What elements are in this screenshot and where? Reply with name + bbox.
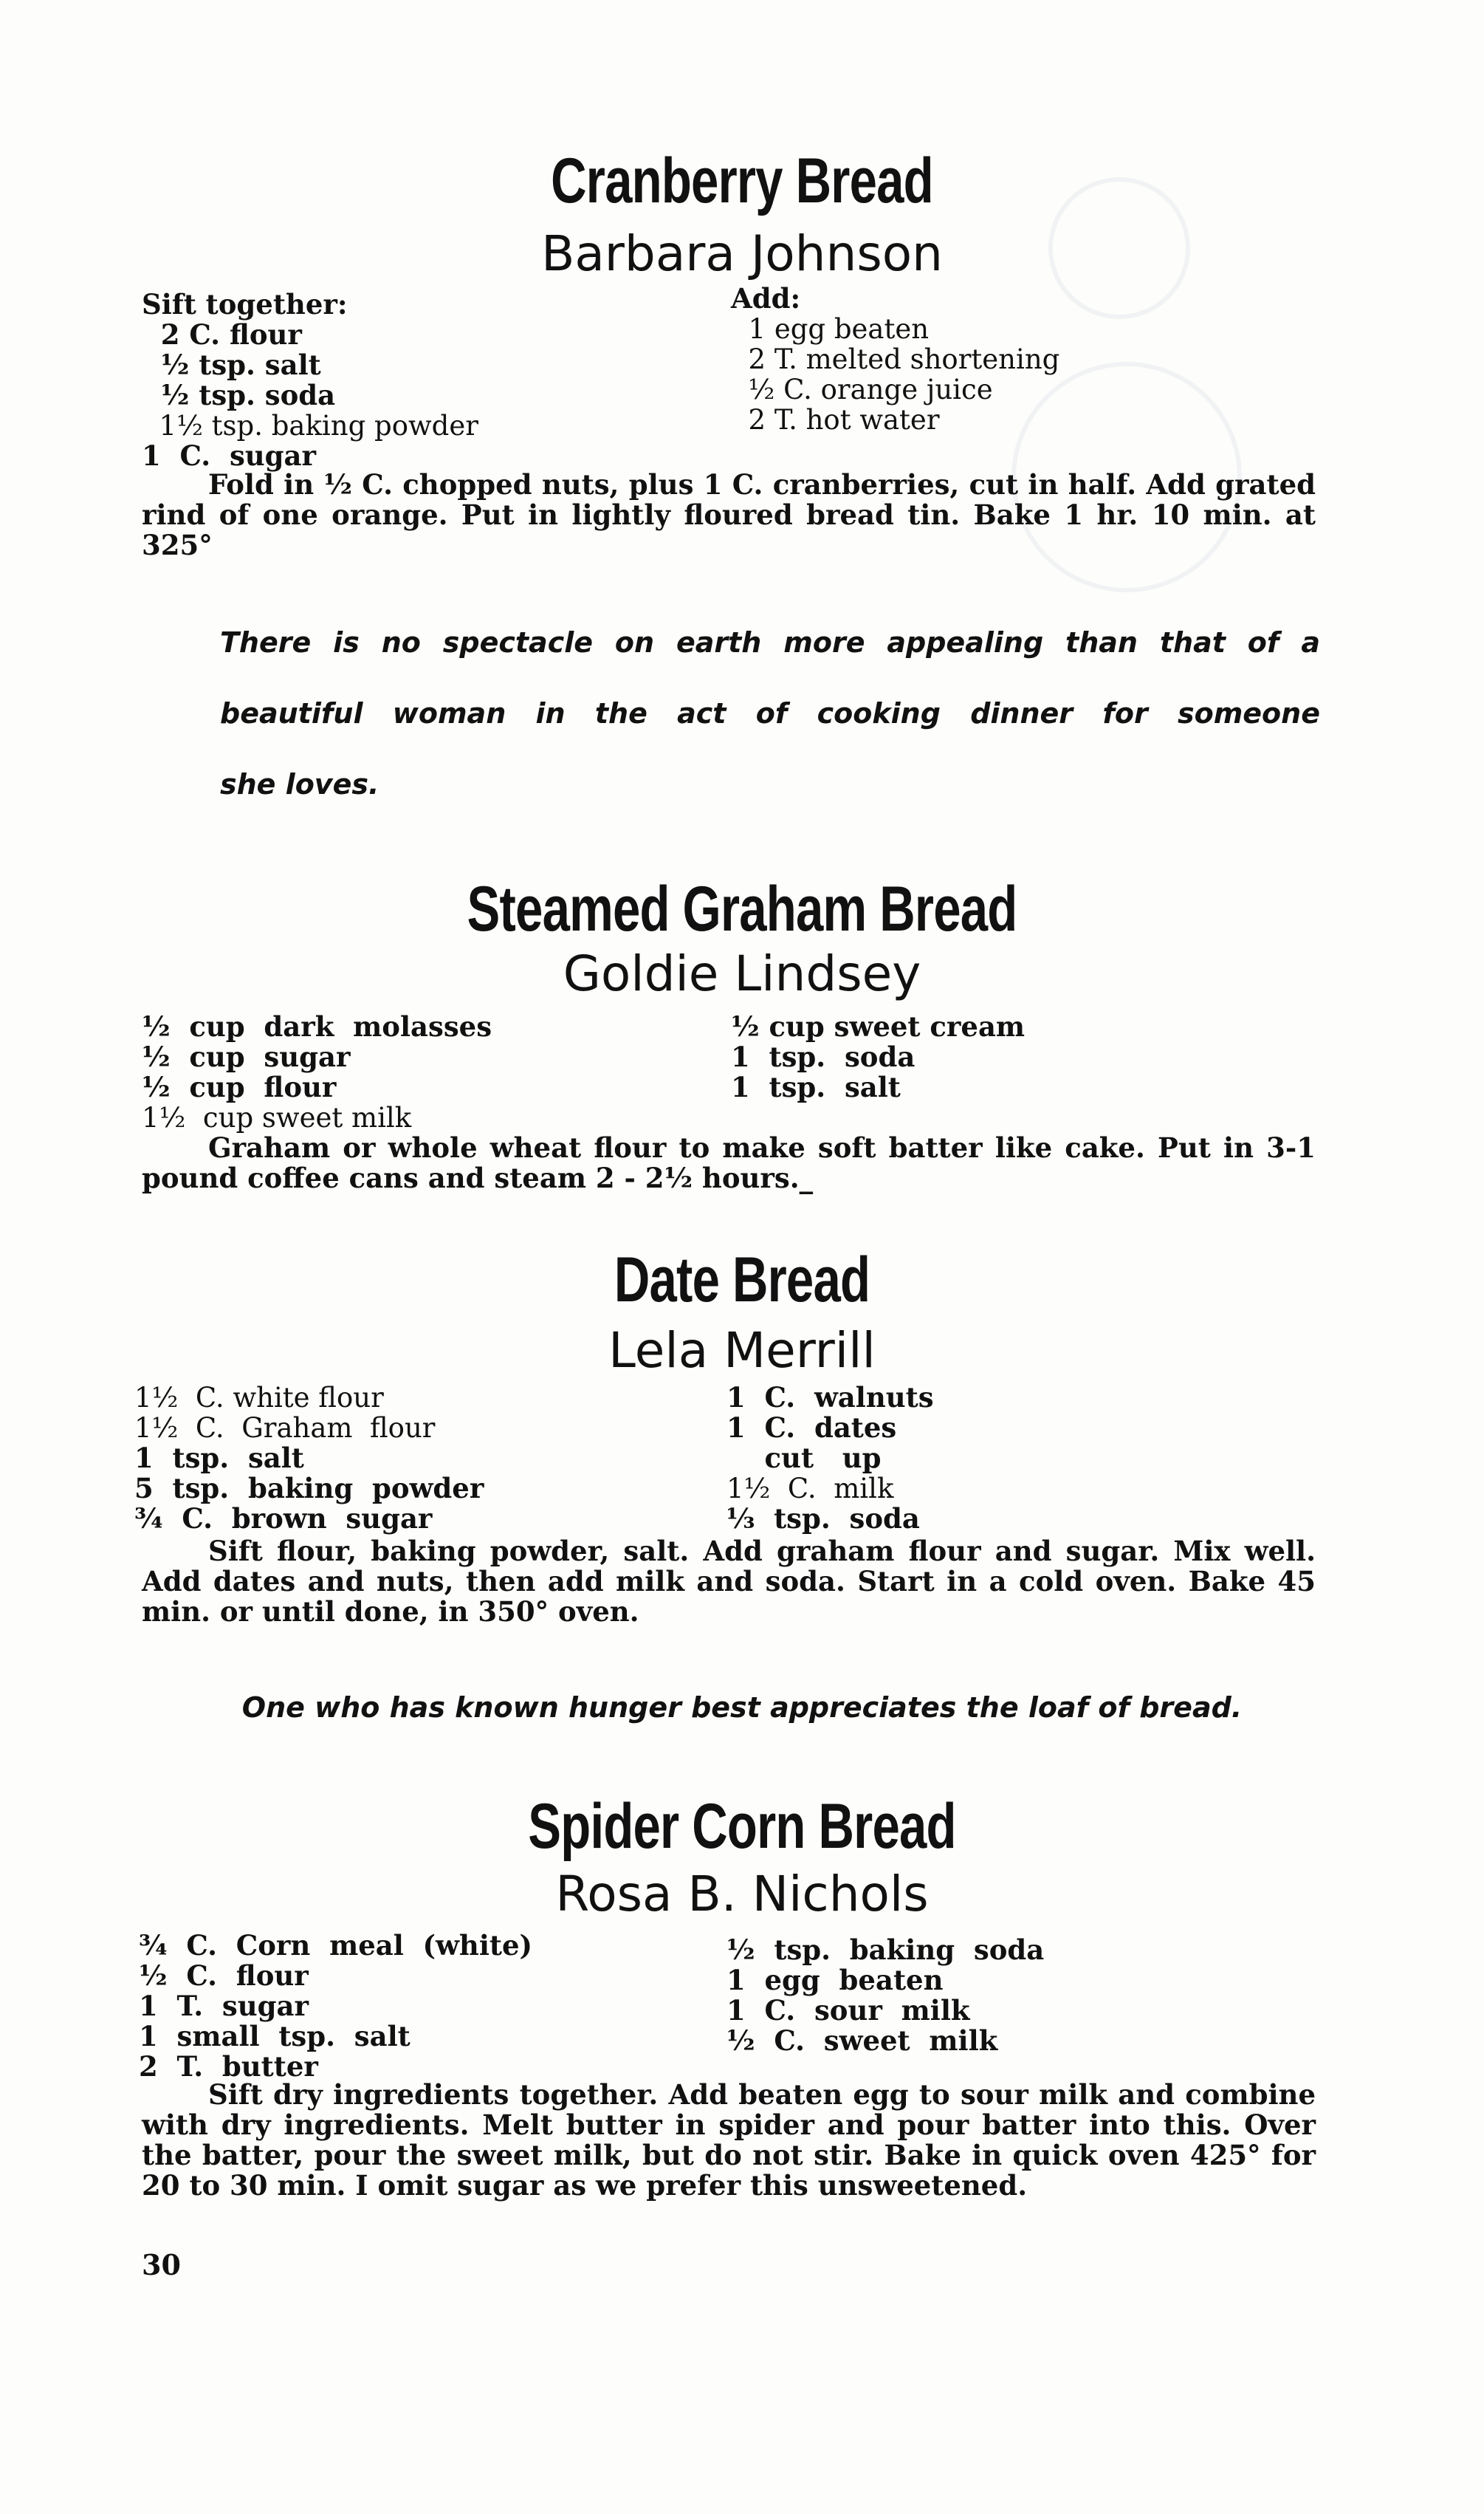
- ingredient-line: 1½ C. milk: [726, 1473, 894, 1504]
- ingredients-left: [142, 290, 478, 471]
- quote-block: [220, 607, 1320, 820]
- ingredient-line: ⅓ tsp. soda: [726, 1502, 920, 1535]
- recipe-title: Date Bread: [614, 1244, 870, 1315]
- ingredient-line: ¾ C. brown sugar: [134, 1502, 433, 1535]
- ingredient-line: 1 C. sugar: [142, 439, 317, 472]
- ingredient-line: ½ C. orange juice: [731, 374, 993, 405]
- ingredient-line: 1 T. sugar: [139, 1990, 309, 2022]
- ingredient-line: 5 tsp. baking powder: [134, 1472, 484, 1504]
- method-text: Sift flour, baking powder, salt. Add graham flour and sugar. Mix well. Add dates and nuts, then add milk and soda. Start in a cold oven. Bake 45 min. or until done, in 350° oven.: [142, 1535, 1316, 1628]
- recipe-title: Spider Corn Bread: [528, 1791, 956, 1862]
- ingredient-line: ½ C. flour: [139, 1959, 309, 1992]
- ingredient-line: 1 egg beaten: [726, 1964, 944, 1996]
- quote-line: she loves.: [220, 768, 379, 801]
- ingredient-line: 2 T. hot water: [731, 404, 940, 436]
- ingredients-right: [726, 1935, 1044, 2056]
- ingredient-line: 1 egg beaten: [731, 313, 930, 345]
- ingredient-line: 1 tsp. soda: [731, 1041, 916, 1073]
- ingredient-line: 1 small tsp. salt: [139, 2020, 410, 2052]
- ingredient-line: ½ cup sweet cream: [731, 1010, 1026, 1043]
- ingredient-line: 1½ tsp. baking powder: [142, 410, 478, 442]
- ingredient-line: 1½ C. white flour: [134, 1382, 384, 1414]
- recipe-author: Lela Merrill: [608, 1322, 876, 1379]
- method-text: Fold in ½ C. chopped nuts, plus 1 C. cranberries, cut in half. Add grated rind of one orange. Put in lightly floured bread tin. Bake 1 hr. 10 min. at 325°: [142, 468, 1316, 561]
- method-text: Graham or whole wheat flour to make soft batter like cake. Put in 3-1 pound coffee cans and steam 2 - 2½ hours._: [142, 1131, 1316, 1194]
- ingredient-line: ½ cup sugar: [142, 1041, 351, 1073]
- recipe-title: Cranberry Bread: [551, 145, 933, 216]
- ingredients-left: [134, 1383, 484, 1534]
- recipe-author: Rosa B. Nichols: [555, 1866, 929, 1922]
- ingredient-line: 1½ cup sweet milk: [142, 1102, 412, 1134]
- page-number: 30: [142, 2248, 181, 2281]
- ingredient-line: 1 tsp. salt: [134, 1442, 304, 1474]
- recipe-method: [142, 1536, 1316, 1627]
- ingredients-right: [726, 1383, 934, 1534]
- ingredient-line: Add:: [731, 282, 801, 315]
- ingredient-line: ½ C. sweet milk: [726, 2024, 998, 2057]
- ingredient-line: 2 C. flour: [142, 318, 302, 351]
- ingredient-line: 1 C. walnuts: [726, 1381, 934, 1414]
- ingredient-line: 1 tsp. salt: [731, 1071, 901, 1103]
- ingredients-left: [139, 1931, 532, 2082]
- ingredients-right: [731, 1012, 1025, 1103]
- ingredient-line: ½ tsp. soda: [142, 379, 336, 411]
- ingredients-left: [142, 1012, 492, 1133]
- recipe-method: [142, 1133, 1316, 1193]
- recipe-title: Steamed Graham Bread: [467, 874, 1017, 945]
- recipe-author: Goldie Lindsey: [563, 945, 921, 1002]
- ingredient-line: 2 T. melted shortening: [731, 343, 1060, 375]
- recipe-method: [142, 2080, 1316, 2201]
- quote-line: There is no spectacle on earth more appealing than that of a: [220, 626, 1320, 659]
- method-text: Sift dry ingredients together. Add beaten egg to sour milk and combine with dry ingredients. Melt butter in spider and pour batter into this. Over the batter, pour the sweet milk, but do not stir. Bake in quick oven 425° for 20 to 30 min. I omit sugar as we prefer this unsweetened.: [142, 2078, 1316, 2202]
- ingredient-line: cut up: [726, 1442, 882, 1474]
- ingredient-line: Sift together:: [142, 288, 348, 321]
- recipe-method: [142, 470, 1316, 561]
- recipe-author: Barbara Johnson: [541, 225, 943, 282]
- ingredient-line: 1 C. sour milk: [726, 1994, 970, 2027]
- ingredient-line: ¾ C. Corn meal (white): [139, 1929, 533, 1962]
- ingredient-line: 2 T. butter: [139, 2050, 318, 2083]
- ingredient-line: 1 C. dates: [726, 1411, 897, 1444]
- quote-line: beautiful woman in the act of cooking dinner for someone: [220, 697, 1320, 730]
- ingredient-line: ½ cup dark molasses: [142, 1010, 492, 1043]
- quote-line: One who has known hunger best appreciates the loaf of bread.: [241, 1691, 1243, 1724]
- ingredient-line: ½ tsp. salt: [142, 349, 321, 381]
- ingredients-right: [731, 284, 1059, 435]
- ingredient-line: ½ cup flour: [142, 1071, 337, 1103]
- ingredient-line: 1½ C. Graham flour: [134, 1412, 436, 1444]
- ingredient-line: ½ tsp. baking soda: [726, 1934, 1045, 1966]
